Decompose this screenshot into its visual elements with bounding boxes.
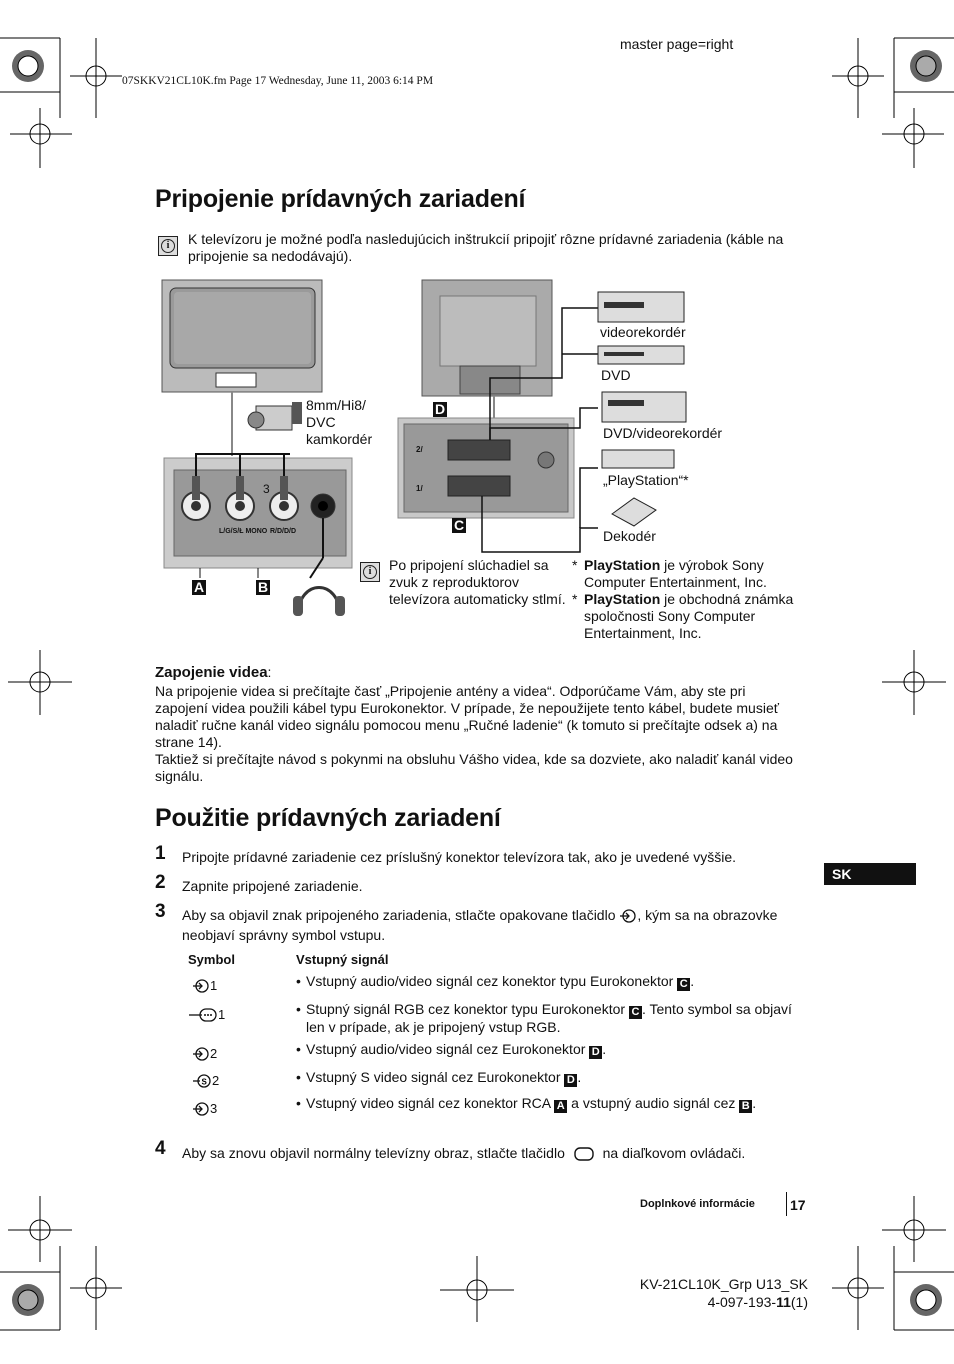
device-label-playstation: „PlayStation“* bbox=[603, 472, 689, 488]
table-row: • Vstupný audio/video signál cez Eurokonektor D . bbox=[296, 1041, 607, 1058]
footer-section: Doplnkové informácie bbox=[640, 1198, 755, 1210]
table-row: • Vstupný video signál cez konektor RCA A a vstupný audio signál cez B . bbox=[296, 1095, 757, 1112]
footnote bbox=[572, 591, 794, 642]
footer-code-c: (1) bbox=[790, 1294, 808, 1310]
row-text: Vstupný video signál cez konektor RCA bbox=[306, 1095, 555, 1111]
connector-letter: D bbox=[564, 1074, 577, 1087]
symbol-rgb-1 bbox=[188, 1007, 225, 1022]
camcorder-illustration bbox=[248, 402, 302, 430]
info-icon: i bbox=[360, 562, 380, 582]
page-number: 17 bbox=[790, 1197, 806, 1213]
row-text: Vstupný audio/video signál cez Eurokonektor bbox=[306, 1041, 590, 1057]
step-text: Zapnite pripojené zariadenie. bbox=[182, 878, 363, 894]
step-text-b: , kým sa na obrazovke neobjaví správny symbol vstupu. bbox=[182, 907, 778, 943]
label-d: D bbox=[434, 401, 446, 417]
intro-text: K televízoru je možné podľa nasledujúcich inštrukcií pripojiť rôzne prídavné zariadenia (káble na pripojenie sa nedodávajú). bbox=[188, 231, 784, 264]
footer-model: KV-21CL10K_Grp U13_SK bbox=[639, 1276, 808, 1292]
device-vcr bbox=[598, 292, 684, 322]
symbol-input-3 bbox=[192, 1101, 217, 1116]
symbol-number: 3 bbox=[210, 1101, 218, 1116]
connector-letter: B bbox=[739, 1100, 752, 1113]
video-heading: Zapojenie videa bbox=[155, 664, 268, 681]
device-dvd bbox=[598, 346, 684, 364]
table-row: • Vstupný audio/video signál cez konektor typu Eurokonektor C . bbox=[296, 973, 695, 990]
tv-front-illustration bbox=[162, 280, 322, 392]
row-text: . bbox=[577, 1069, 582, 1085]
step-number: 4 bbox=[155, 1138, 166, 1159]
video-paragraph-1: Na pripojenie videa si prečítajte časť „Pripojenie antény a videa“. Odporúčame Vám, aby ste pri zapojení videa použili kábel typu Eurokonektor. V prípade, že nepoužijete tento kábel, budete musieť naladiť ručne kanál video signálu pomocou menu „Ručné ladenie“ (k tomuto si prečítajte odsek a) na strane 14). bbox=[155, 683, 779, 750]
device-label-dvd-vcr: DVD/videorekordér bbox=[603, 425, 723, 441]
scart-label-2: 2/ bbox=[416, 445, 423, 454]
row-text: . bbox=[602, 1041, 607, 1057]
file-info-line: 07SKKV21CL10K.fm Page 17 Wednesday, June 11, 2003 6:14 PM bbox=[122, 75, 434, 87]
device-label-decoder: Dekodér bbox=[603, 528, 656, 544]
step-number: 1 bbox=[155, 843, 166, 864]
footnote bbox=[572, 557, 794, 591]
device-playstation bbox=[602, 450, 674, 468]
label-c: C bbox=[453, 517, 465, 533]
symbol-number: 2 bbox=[212, 1073, 220, 1088]
master-page-label: master page=right bbox=[620, 36, 734, 52]
footer-divider bbox=[786, 1192, 787, 1216]
device-dvd-vcr bbox=[602, 392, 686, 422]
row-text: . bbox=[690, 973, 695, 989]
connector-letter: C bbox=[677, 978, 690, 991]
language-tab: SK bbox=[824, 863, 916, 885]
section-title-usage: Použitie prídavných zariadení bbox=[155, 804, 501, 832]
symbol-number: 2 bbox=[210, 1046, 218, 1061]
footnote-bold: PlayStation bbox=[584, 557, 661, 573]
footnotes bbox=[572, 557, 794, 642]
device-label-dvd: DVD bbox=[601, 367, 631, 383]
footnote-text: je obchodná známka spoločnosti Sony Computer Entertainment, Inc. bbox=[584, 591, 794, 641]
headphones-note: Po pripojení slúchadiel sa zvuk z reproduktorov televízora automaticky stlmí. bbox=[389, 557, 566, 607]
step-text bbox=[182, 1145, 812, 1166]
svg-text:S: S bbox=[201, 1077, 207, 1086]
symbol-number: 1 bbox=[210, 978, 218, 993]
step-text-a: Aby sa znovu objavil normálny televízny obraz, stlačte tlačidlo bbox=[182, 1145, 565, 1161]
row-text: . Tento symbol sa objaví len v prípade, ak je pripojený vstup RGB. bbox=[306, 1001, 792, 1035]
table-header-symbol: Symbol bbox=[188, 952, 235, 967]
panel-label-rd: R/D/D/D bbox=[270, 528, 297, 535]
connector-letter: D bbox=[589, 1046, 602, 1059]
symbol-input-1 bbox=[192, 978, 217, 993]
footnote-bold: PlayStation bbox=[584, 591, 661, 607]
step-text-b: na diaľkovom ovládači. bbox=[602, 1145, 746, 1161]
step-text-a: Aby sa objavil znak pripojeného zariadenia, stlačte opakovane tlačidlo bbox=[182, 907, 616, 923]
label-a: A bbox=[193, 579, 205, 595]
section-title-connection: Pripojenie prídavných zariadení bbox=[155, 185, 526, 213]
footnote-star: * bbox=[572, 591, 578, 607]
row-text: a vstupný audio signál cez bbox=[567, 1095, 740, 1111]
footer-code-b: 11 bbox=[776, 1294, 791, 1310]
camcorder-label: 8mm/Hi8/ DVC kamkordér bbox=[306, 397, 373, 447]
panel-label-lr: L/G/S/Ł MONO bbox=[219, 528, 268, 535]
table-row: • Stupný signál RGB cez konektor typu Eurokonektor C . Tento symbol sa objaví len v prípade, ak je pripojený vstup RGB. bbox=[296, 1001, 792, 1035]
footnote-text: je výrobok Sony Computer Entertainment, Inc. bbox=[584, 557, 767, 590]
tv-button-icon bbox=[573, 1146, 595, 1166]
footnote-star: * bbox=[572, 557, 578, 573]
footer-code-a: 4-097-193- bbox=[707, 1294, 777, 1310]
row-text: . bbox=[752, 1095, 757, 1111]
symbol-number: 1 bbox=[218, 1007, 226, 1022]
headphones-illustration bbox=[293, 588, 345, 617]
scart-label-1: 1/ bbox=[416, 484, 423, 493]
row-text: Stupný signál RGB cez konektor typu Eurokonektor bbox=[306, 1001, 629, 1017]
symbol-input-2 bbox=[192, 1046, 217, 1061]
panel-label-3: 3 bbox=[263, 482, 270, 496]
device-decoder bbox=[612, 498, 656, 526]
device-label-vcr: videorekordér bbox=[600, 324, 686, 340]
connector-letter: C bbox=[629, 1006, 642, 1019]
symbol-svideo-2 bbox=[192, 1073, 219, 1088]
label-b: B bbox=[257, 579, 269, 595]
connector-letter: A bbox=[554, 1100, 567, 1113]
row-text: Vstupný audio/video signál cez konektor typu Eurokonektor bbox=[306, 973, 678, 989]
step-number: 2 bbox=[155, 872, 166, 893]
video-section bbox=[155, 664, 801, 785]
step-number: 3 bbox=[155, 901, 166, 922]
row-text: Vstupný S video signál cez Eurokonektor bbox=[306, 1069, 565, 1085]
input-select-icon bbox=[619, 909, 637, 927]
step-text bbox=[182, 907, 792, 944]
tv-back-illustration bbox=[422, 280, 552, 418]
video-paragraph-2: Taktiež si prečítajte návod s pokynmi na obsluhu Vášho videa, kde sa dozviete, ako naladiť kanál video signálu. bbox=[155, 751, 793, 784]
footer-code bbox=[0, 1294, 808, 1310]
step-text: Pripojte prídavné zariadenie cez príslušný konektor televízora tak, ako je uvedené vyššie. bbox=[182, 849, 737, 865]
table-header-signal: Vstupný signál bbox=[296, 952, 389, 967]
video-heading-colon: : bbox=[267, 664, 272, 680]
table-row: • Vstupný S video signál cez Eurokonektor D . bbox=[296, 1069, 582, 1086]
info-icon: i bbox=[158, 236, 178, 256]
